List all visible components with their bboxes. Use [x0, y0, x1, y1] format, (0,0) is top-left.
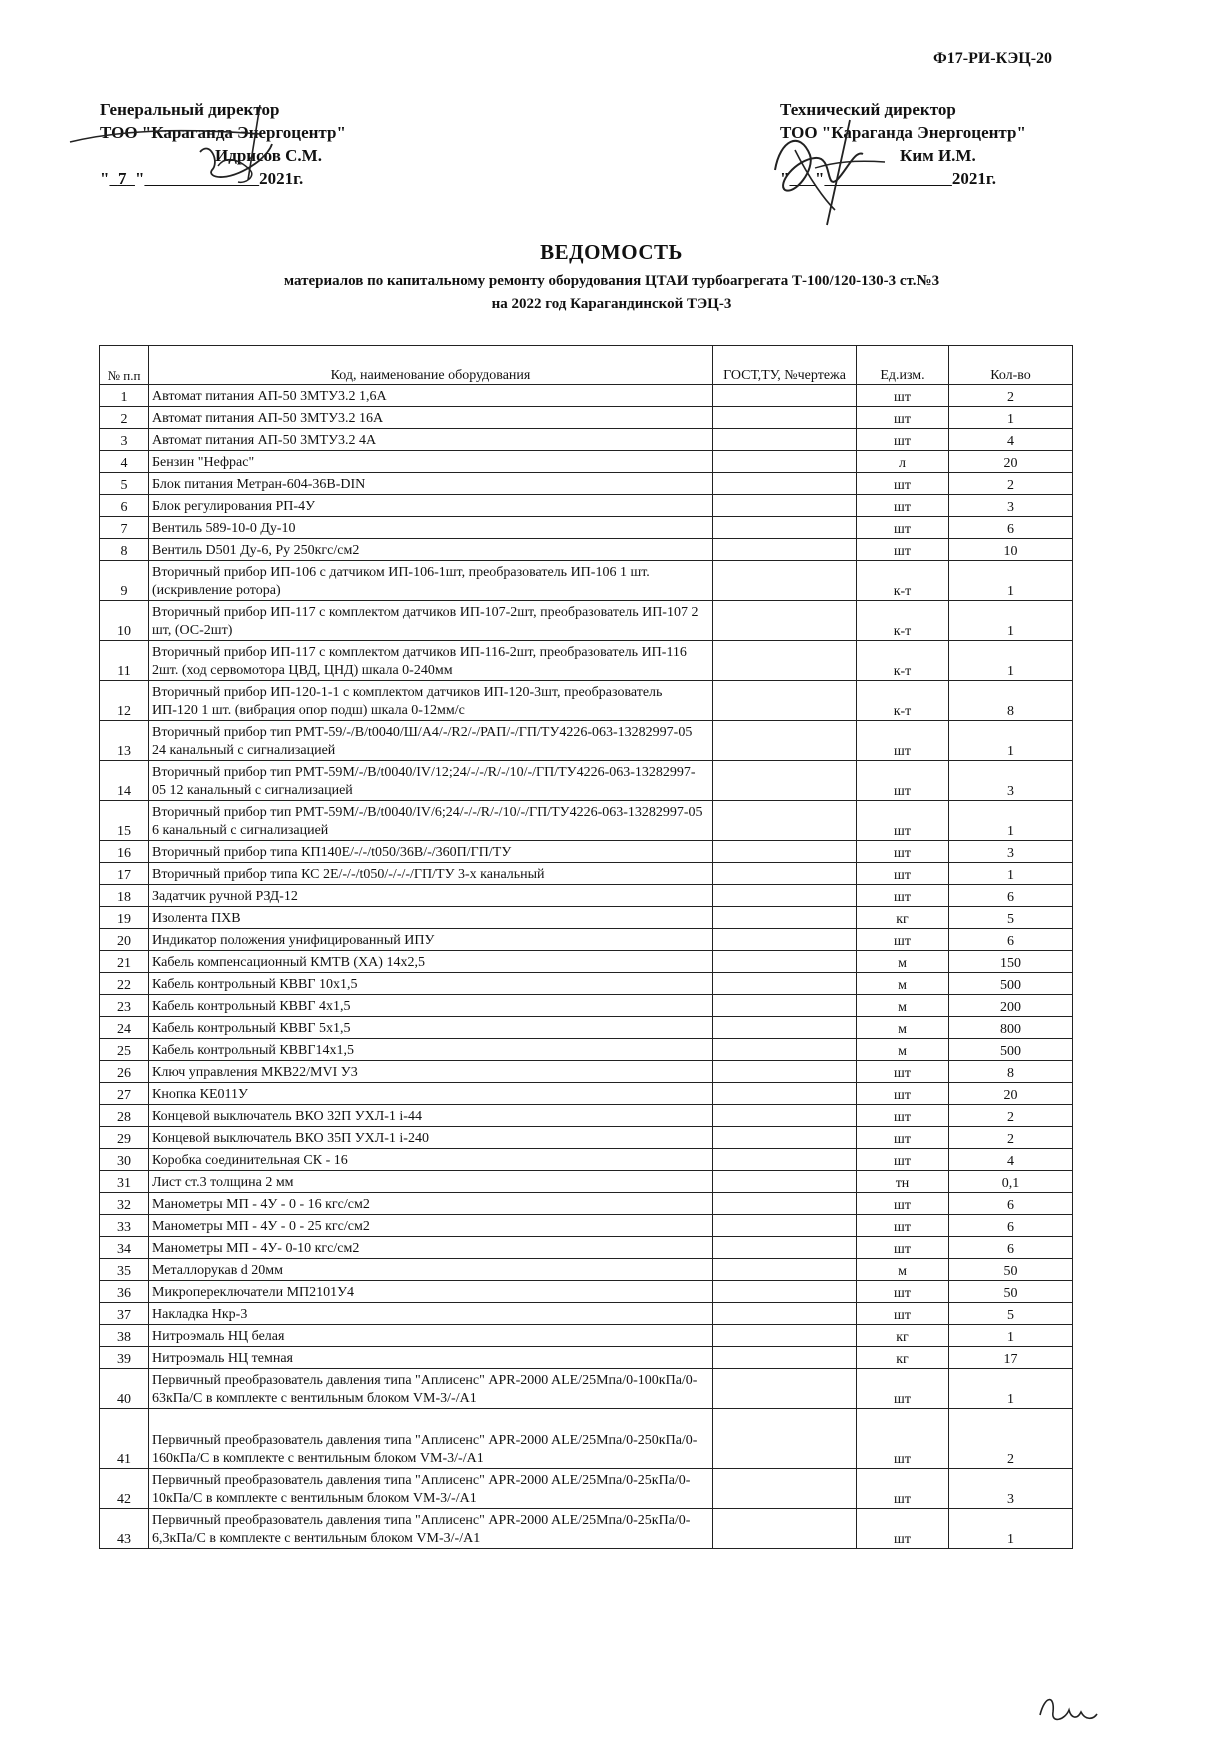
- row-qty: 5: [949, 907, 1073, 929]
- row-number: 43: [100, 1509, 149, 1549]
- row-name: Бензин "Нефрас": [149, 451, 713, 473]
- table-row: [100, 907, 1073, 929]
- row-unit: м: [857, 1039, 949, 1061]
- header-unit: Ед.изм.: [857, 346, 949, 385]
- row-unit: л: [857, 451, 949, 473]
- row-name: Вторичный прибор ИП-106 с датчиком ИП-106-1шт, преобразователь ИП-106 1 шт. (искривление ротора): [149, 561, 713, 601]
- row-qty: 1: [949, 407, 1073, 429]
- row-gost: [713, 1017, 857, 1039]
- row-name: Нитроэмаль НЦ темная: [149, 1347, 713, 1369]
- table-row: [100, 929, 1073, 951]
- row-unit: м: [857, 973, 949, 995]
- table-row: [100, 451, 1073, 473]
- row-unit: шт: [857, 1061, 949, 1083]
- row-gost: [713, 407, 857, 429]
- row-qty: 6: [949, 929, 1073, 951]
- row-number: 14: [100, 761, 149, 801]
- row-number: 28: [100, 1105, 149, 1127]
- document-code: Ф17-РИ-КЭЦ-20: [933, 50, 1053, 67]
- row-number: 29: [100, 1127, 149, 1149]
- approver-company: ТОО "Караганда Энергоцентр": [780, 123, 1026, 142]
- row-unit: шт: [857, 385, 949, 407]
- row-unit: шт: [857, 1369, 949, 1409]
- table-row: [100, 429, 1073, 451]
- row-unit: шт: [857, 495, 949, 517]
- row-number: 33: [100, 1215, 149, 1237]
- row-unit: к-т: [857, 601, 949, 641]
- subtitle-line-1: материалов по капитальному ремонту оборудования ЦТАИ турбоагрегата Т-100/120-130-3 ст.№3: [283, 273, 940, 289]
- row-name: Индикатор положения унифицированный ИПУ: [149, 929, 713, 951]
- row-name: Автомат питания АП-50 3МТУ3.2 1,6А: [149, 385, 713, 407]
- row-name: Первичный преобразователь давления типа "Аплисенс" APR-2000 ALE/25Мпа/0-25кПа/0-6,3кПа/С в комплекте с вентильным блоком VM-3/-/A1: [149, 1509, 713, 1549]
- row-qty: 1: [949, 561, 1073, 601]
- row-qty: 50: [949, 1259, 1073, 1281]
- row-name: Вторичный прибор тип РМТ-59/-/В/t0040/Ш/А4/-/R2/-/РАП/-/ГП/ТУ4226-063-13282997-05 24 канальный с сигнализацией: [149, 721, 713, 761]
- row-qty: 6: [949, 1193, 1073, 1215]
- table-row: [100, 801, 1073, 841]
- row-unit: м: [857, 1259, 949, 1281]
- row-qty: 20: [949, 1083, 1073, 1105]
- row-name: Кабель компенсационный КМТВ (ХА) 14х2,5: [149, 951, 713, 973]
- approval-year: 2021г.: [259, 169, 304, 188]
- row-unit: шт: [857, 801, 949, 841]
- table-row: [100, 1061, 1073, 1083]
- header-qty: Кол-во: [949, 346, 1073, 385]
- row-name: Кабель контрольный КВВГ 4х1,5: [149, 995, 713, 1017]
- row-gost: [713, 1105, 857, 1127]
- row-name: Металлорукав d 20мм: [149, 1259, 713, 1281]
- row-gost: [713, 451, 857, 473]
- table-row: [100, 495, 1073, 517]
- row-number: 22: [100, 973, 149, 995]
- row-gost: [713, 721, 857, 761]
- row-gost: [713, 801, 857, 841]
- row-gost: [713, 1215, 857, 1237]
- row-name: Автомат питания АП-50 3МТУ3.2 16А: [149, 407, 713, 429]
- row-unit: к-т: [857, 681, 949, 721]
- table-row: [100, 601, 1073, 641]
- row-gost: [713, 1347, 857, 1369]
- row-gost: [713, 1083, 857, 1105]
- table-row: [100, 841, 1073, 863]
- row-gost: [713, 1281, 857, 1303]
- row-unit: шт: [857, 473, 949, 495]
- row-name: Задатчик ручной РЗД-12: [149, 885, 713, 907]
- row-gost: [713, 641, 857, 681]
- row-gost: [713, 761, 857, 801]
- row-name: Ключ управления МКВ22/MVI У3: [149, 1061, 713, 1083]
- row-number: 3: [100, 429, 149, 451]
- row-gost: [713, 1509, 857, 1549]
- row-number: 15: [100, 801, 149, 841]
- row-number: 2: [100, 407, 149, 429]
- row-unit: шт: [857, 863, 949, 885]
- row-number: 6: [100, 495, 149, 517]
- table-row: [100, 1105, 1073, 1127]
- row-number: 18: [100, 885, 149, 907]
- row-unit: шт: [857, 429, 949, 451]
- row-number: 32: [100, 1193, 149, 1215]
- row-number: 5: [100, 473, 149, 495]
- approver-company: ТОО "Караганда Энергоцентр": [100, 123, 346, 142]
- row-number: 11: [100, 641, 149, 681]
- approver-name: Ким И.М.: [900, 146, 976, 165]
- row-qty: 1: [949, 721, 1073, 761]
- row-gost: [713, 429, 857, 451]
- row-gost: [713, 1303, 857, 1325]
- table-row: [100, 721, 1073, 761]
- row-number: 34: [100, 1237, 149, 1259]
- table-row: [100, 641, 1073, 681]
- row-gost: [713, 929, 857, 951]
- row-number: 40: [100, 1369, 149, 1409]
- row-gost: [713, 995, 857, 1017]
- row-name: Блок регулирования РП-4У: [149, 495, 713, 517]
- row-number: 9: [100, 561, 149, 601]
- row-qty: 1: [949, 641, 1073, 681]
- row-name: Манометры МП - 4У - 0 - 16 кгс/см2: [149, 1193, 713, 1215]
- table-row: [100, 1237, 1073, 1259]
- row-gost: [713, 601, 857, 641]
- table-header-row: [100, 346, 1073, 385]
- row-gost: [713, 495, 857, 517]
- approver-position: Технический директор: [780, 100, 956, 119]
- row-unit: к-т: [857, 641, 949, 681]
- row-qty: 200: [949, 995, 1073, 1017]
- approver-name: Идрисов С.М.: [215, 146, 322, 165]
- table-row: [100, 995, 1073, 1017]
- row-number: 1: [100, 385, 149, 407]
- row-number: 20: [100, 929, 149, 951]
- approver-position: Генеральный директор: [100, 100, 280, 119]
- table-row: [100, 1281, 1073, 1303]
- row-name: Автомат питания АП-50 3МТУ3.2 4А: [149, 429, 713, 451]
- row-qty: 4: [949, 1149, 1073, 1171]
- row-number: 35: [100, 1259, 149, 1281]
- row-name: Микропереключатели МП2101У4: [149, 1281, 713, 1303]
- row-number: 13: [100, 721, 149, 761]
- row-name: Кнопка КЕ011У: [149, 1083, 713, 1105]
- row-qty: 1: [949, 1509, 1073, 1549]
- signature-left: [60, 100, 360, 210]
- table-row: [100, 517, 1073, 539]
- row-name: Блок питания Метран-604-36В-DIN: [149, 473, 713, 495]
- row-qty: 3: [949, 761, 1073, 801]
- row-number: 27: [100, 1083, 149, 1105]
- row-gost: [713, 1369, 857, 1409]
- row-number: 37: [100, 1303, 149, 1325]
- row-qty: 2: [949, 473, 1073, 495]
- row-gost: [713, 539, 857, 561]
- row-unit: шт: [857, 1237, 949, 1259]
- table-row: [100, 1259, 1073, 1281]
- row-unit: кг: [857, 1347, 949, 1369]
- row-gost: [713, 681, 857, 721]
- row-unit: шт: [857, 1469, 949, 1509]
- table-row: [100, 1039, 1073, 1061]
- row-gost: [713, 1259, 857, 1281]
- table-row: [100, 1127, 1073, 1149]
- row-name: Манометры МП - 4У- 0-10 кгс/см2: [149, 1237, 713, 1259]
- row-number: 7: [100, 517, 149, 539]
- row-gost: [713, 385, 857, 407]
- row-number: 30: [100, 1149, 149, 1171]
- row-name: Кабель контрольный КВВГ14х1,5: [149, 1039, 713, 1061]
- row-name: Вторичный прибор типа КП140Е/-/-/t050/36В/-/360П/ГП/ТУ: [149, 841, 713, 863]
- row-unit: шт: [857, 539, 949, 561]
- row-qty: 6: [949, 885, 1073, 907]
- row-gost: [713, 1171, 857, 1193]
- row-name: Вторичный прибор ИП-120-1-1 с комплектом датчиков ИП-120-3шт, преобразователь ИП-120 1 шт. (вибрация опор подш) шкала 0-12мм/с: [149, 681, 713, 721]
- row-number: 36: [100, 1281, 149, 1303]
- approval-block-left: Генеральный директор ТОО "Караганда Энергоцентр" Идрисов С.М. " 7 " 2021г.: [100, 98, 430, 190]
- row-gost: [713, 841, 857, 863]
- row-gost: [713, 1061, 857, 1083]
- table-row: [100, 973, 1073, 995]
- row-qty: 50: [949, 1281, 1073, 1303]
- row-unit: шт: [857, 1083, 949, 1105]
- row-number: 21: [100, 951, 149, 973]
- row-qty: 6: [949, 1237, 1073, 1259]
- row-qty: 2: [949, 1409, 1073, 1469]
- row-number: 10: [100, 601, 149, 641]
- table-row: [100, 761, 1073, 801]
- row-qty: 1: [949, 1369, 1073, 1409]
- row-unit: шт: [857, 1215, 949, 1237]
- table-row: [100, 1469, 1073, 1509]
- header-gost: ГОСТ,ТУ, №чертежа: [713, 346, 857, 385]
- row-number: 24: [100, 1017, 149, 1039]
- row-name: Концевой выключатель ВКО 32П УХЛ-1 i-44: [149, 1105, 713, 1127]
- row-gost: [713, 1325, 857, 1347]
- table-row: [100, 407, 1073, 429]
- row-qty: 17: [949, 1347, 1073, 1369]
- row-unit: шт: [857, 1303, 949, 1325]
- table-row: [100, 539, 1073, 561]
- row-unit: м: [857, 1017, 949, 1039]
- row-name: Вторичный прибор тип РМТ-59М/-/В/t0040/IV/6;24/-/-/R/-/10/-/ГП/ТУ4226-063-13282997-05 6 канальный с сигнализацией: [149, 801, 713, 841]
- row-gost: [713, 885, 857, 907]
- table-row: [100, 1325, 1073, 1347]
- table-row: [100, 1347, 1073, 1369]
- row-number: 19: [100, 907, 149, 929]
- row-unit: м: [857, 951, 949, 973]
- row-qty: 500: [949, 973, 1073, 995]
- row-qty: 8: [949, 1061, 1073, 1083]
- row-unit: кг: [857, 1325, 949, 1347]
- row-number: 4: [100, 451, 149, 473]
- approval-year: 2021г.: [951, 169, 996, 188]
- row-gost: [713, 1149, 857, 1171]
- table-row: [100, 1509, 1073, 1549]
- row-number: 26: [100, 1061, 149, 1083]
- approval-block-right: Технический директор ТОО "Караганда Энергоцентр" Ким И.М. " " 2021г.: [780, 98, 1110, 190]
- row-unit: шт: [857, 1193, 949, 1215]
- row-unit: тн: [857, 1171, 949, 1193]
- table-row: [100, 473, 1073, 495]
- row-name: Изолента ПХВ: [149, 907, 713, 929]
- row-gost: [713, 1469, 857, 1509]
- row-unit: шт: [857, 721, 949, 761]
- row-unit: шт: [857, 1281, 949, 1303]
- row-qty: 2: [949, 1127, 1073, 1149]
- materials-table: [99, 345, 1073, 1549]
- row-unit: шт: [857, 929, 949, 951]
- row-gost: [713, 1193, 857, 1215]
- row-qty: 800: [949, 1017, 1073, 1039]
- table-row: [100, 385, 1073, 407]
- row-number: 25: [100, 1039, 149, 1061]
- row-name: Вентиль 589-10-0 Ду-10: [149, 517, 713, 539]
- row-unit: шт: [857, 885, 949, 907]
- row-qty: 3: [949, 841, 1073, 863]
- table-row: [100, 1193, 1073, 1215]
- row-number: 23: [100, 995, 149, 1017]
- row-qty: 5: [949, 1303, 1073, 1325]
- table-row: [100, 885, 1073, 907]
- row-number: 8: [100, 539, 149, 561]
- row-number: 31: [100, 1171, 149, 1193]
- row-qty: 1: [949, 601, 1073, 641]
- row-name: Нитроэмаль НЦ белая: [149, 1325, 713, 1347]
- table-row: [100, 1215, 1073, 1237]
- header-num: № п.п: [100, 346, 149, 385]
- row-unit: шт: [857, 761, 949, 801]
- row-number: 39: [100, 1347, 149, 1369]
- row-unit: шт: [857, 1149, 949, 1171]
- row-qty: 8: [949, 681, 1073, 721]
- row-name: Кабель контрольный КВВГ 10х1,5: [149, 973, 713, 995]
- row-name: Вентиль D501 Ду-6, Ру 250кгс/см2: [149, 539, 713, 561]
- table-row: [100, 1303, 1073, 1325]
- row-name: Первичный преобразователь давления типа "Аплисенс" APR-2000 ALE/25Мпа/0-250кПа/0-160кПа/С в комплекте с вентильным блоком VM-3/-/A1: [149, 1409, 713, 1469]
- row-qty: 2: [949, 1105, 1073, 1127]
- row-qty: 1: [949, 863, 1073, 885]
- row-qty: 4: [949, 429, 1073, 451]
- row-gost: [713, 1409, 857, 1469]
- row-number: 42: [100, 1469, 149, 1509]
- row-name: Манометры МП - 4У - 0 - 25 кгс/см2: [149, 1215, 713, 1237]
- table-body: [100, 385, 1073, 1549]
- row-qty: 1: [949, 801, 1073, 841]
- row-gost: [713, 907, 857, 929]
- table-row: [100, 951, 1073, 973]
- row-number: 17: [100, 863, 149, 885]
- approval-day: 7: [117, 169, 127, 188]
- row-name: Первичный преобразователь давления типа "Аплисенс" APR-2000 ALE/25Мпа/0-25кПа/0-10кПа/С в комплекте с вентильным блоком VM-3/-/A1: [149, 1469, 713, 1509]
- row-gost: [713, 973, 857, 995]
- row-gost: [713, 561, 857, 601]
- row-qty: 2: [949, 385, 1073, 407]
- row-qty: 150: [949, 951, 1073, 973]
- row-qty: 6: [949, 517, 1073, 539]
- row-name: Кабель контрольный КВВГ 5х1,5: [149, 1017, 713, 1039]
- row-number: 16: [100, 841, 149, 863]
- table-row: [100, 1083, 1073, 1105]
- table-row: [100, 1369, 1073, 1409]
- row-name: Вторичный прибор тип РМТ-59М/-/В/t0040/IV/12;24/-/-/R/-/10/-/ГП/ТУ4226-063-13282997-05 12 канальный с сигнализацией: [149, 761, 713, 801]
- row-unit: шт: [857, 1409, 949, 1469]
- row-qty: 6: [949, 1215, 1073, 1237]
- row-gost: [713, 863, 857, 885]
- subtitle-line-2: на 2022 год Карагандинской ТЭЦ-3: [491, 296, 732, 312]
- row-unit: шт: [857, 517, 949, 539]
- row-name: Вторичный прибор типа КС 2Е/-/-/t050/-/-/-/ГП/ТУ 3-х канальный: [149, 863, 713, 885]
- row-gost: [713, 951, 857, 973]
- table-row: [100, 1017, 1073, 1039]
- table-row: [100, 1149, 1073, 1171]
- initials-signature: [1035, 1690, 1115, 1730]
- row-unit: шт: [857, 407, 949, 429]
- row-name: Лист ст.3 толщина 2 мм: [149, 1171, 713, 1193]
- row-gost: [713, 1237, 857, 1259]
- document-subtitle: [0, 270, 1223, 316]
- row-qty: 3: [949, 1469, 1073, 1509]
- table-row: [100, 561, 1073, 601]
- row-gost: [713, 473, 857, 495]
- row-qty: 0,1: [949, 1171, 1073, 1193]
- header-name: Код, наименование оборудования: [149, 346, 713, 385]
- row-number: 38: [100, 1325, 149, 1347]
- row-gost: [713, 517, 857, 539]
- row-unit: шт: [857, 1105, 949, 1127]
- row-qty: 3: [949, 495, 1073, 517]
- row-number: 41: [100, 1409, 149, 1469]
- row-name: Вторичный прибор ИП-117 с комплектом датчиков ИП-116-2шт, преобразователь ИП-116 2шт. (ход сервомотора ЦВД, ЦНД) шкала 0-240мм: [149, 641, 713, 681]
- table-row: [100, 681, 1073, 721]
- row-unit: к-т: [857, 561, 949, 601]
- table-row: [100, 863, 1073, 885]
- row-number: 12: [100, 681, 149, 721]
- row-unit: шт: [857, 841, 949, 863]
- row-gost: [713, 1127, 857, 1149]
- row-name: Коробка соединительная СК - 16: [149, 1149, 713, 1171]
- row-name: Вторичный прибор ИП-117 с комплектом датчиков ИП-107-2шт, преобразователь ИП-107 2 шт, (ОС-2шт): [149, 601, 713, 641]
- row-gost: [713, 1039, 857, 1061]
- signature-right: [755, 110, 925, 230]
- row-qty: 1: [949, 1325, 1073, 1347]
- row-unit: м: [857, 995, 949, 1017]
- row-name: Первичный преобразователь давления типа "Аплисенс" APR-2000 ALE/25Мпа/0-100кПа/0-63кПа/С в комплекте с вентильным блоком VM-3/-/A1: [149, 1369, 713, 1409]
- row-name: Концевой выключатель ВКО 35П УХЛ-1 i-240: [149, 1127, 713, 1149]
- table-row: [100, 1171, 1073, 1193]
- row-name: Накладка Нкр-3: [149, 1303, 713, 1325]
- row-unit: шт: [857, 1509, 949, 1549]
- row-unit: шт: [857, 1127, 949, 1149]
- row-unit: кг: [857, 907, 949, 929]
- row-qty: 500: [949, 1039, 1073, 1061]
- row-qty: 20: [949, 451, 1073, 473]
- document-title: ВЕДОМОСТЬ: [540, 240, 683, 264]
- row-qty: 10: [949, 539, 1073, 561]
- table-row: [100, 1409, 1073, 1469]
